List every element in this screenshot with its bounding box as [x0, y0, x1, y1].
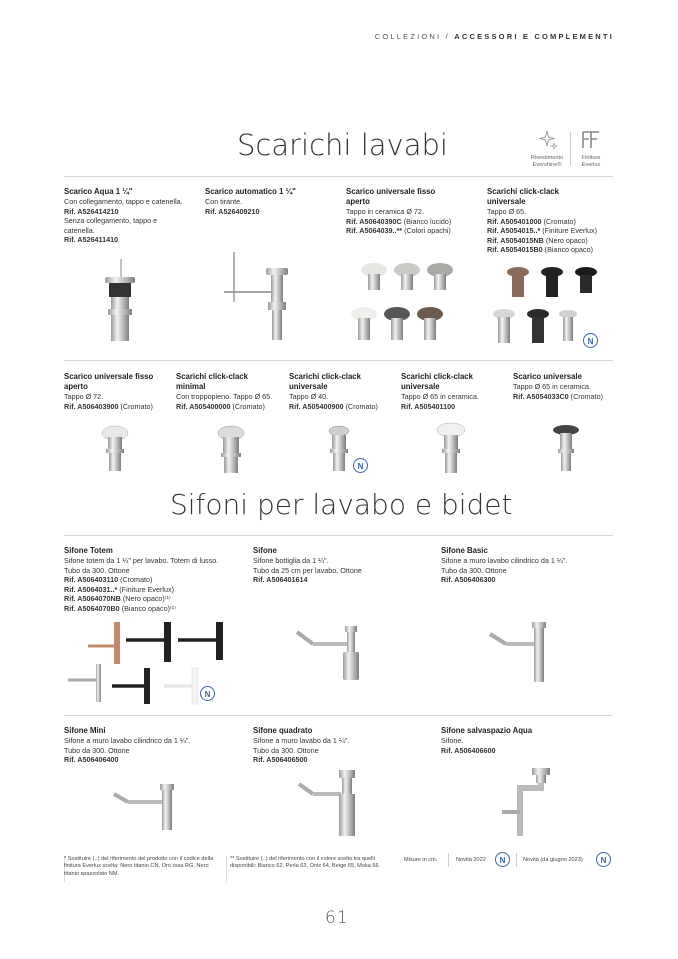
novita-2022-label: Novità 2022: [456, 857, 486, 863]
product-title: Sifone Basic: [441, 546, 488, 555]
section-rule: [64, 176, 613, 177]
product-ref: Rif. A505401100: [401, 401, 456, 411]
product-ref: Rif. A506406600: [441, 745, 496, 755]
legend-divider: [570, 132, 571, 166]
product-line: Sifone bottiglia da 1 ¼".: [253, 556, 329, 565]
product-universale-fisso-aperto: [64, 372, 172, 411]
footnote-colori: ** Sostituire (..) del riferimento con il colore scelto tra quelli disponibili: Bianco 62, Perla 63, Onix 64, Beige 65, Moka 66.: [230, 856, 381, 870]
product-title: Sifone salvaspazio Aqua: [441, 726, 533, 735]
product-line: Tappo Ø 40.: [289, 392, 329, 401]
product-line: Tubo da 300. Ottone: [64, 565, 130, 575]
product-title: Scarichi click-clack universale: [289, 372, 361, 391]
product-title: Scarico automatico 1 ¼": [205, 187, 296, 196]
page-number: 61: [325, 908, 349, 928]
note-divider: [226, 856, 227, 882]
product-line: Sifone a muro lavabo cilindrico da 1 ¼".: [441, 556, 568, 565]
product-ref: Rif. A5054015NB: [487, 235, 544, 245]
product-finish: (Nero opaco)⁽¹⁾: [122, 594, 171, 604]
product-scarico-universale-ceramica: [513, 372, 623, 401]
product-ref: Rif. A526414210: [64, 206, 119, 216]
product-finish: (Nero opaco): [545, 235, 588, 245]
product-line: Sifone.: [441, 736, 464, 745]
product-line: Tubo da 25 cm per lavabo. Ottone: [253, 565, 362, 575]
product-finish: (Cromato): [232, 401, 265, 411]
product-click-clack-40: [289, 372, 399, 411]
product-ref: Rif. A5054015B0: [487, 245, 543, 255]
product-ref: Rif. A506401614: [253, 575, 308, 585]
note-divider: [448, 853, 449, 867]
product-ref: Rif. A5064070NB: [64, 594, 121, 604]
sifone-bottiglia-image: [293, 622, 363, 684]
fisso-aperto-image: [100, 425, 130, 473]
product-ref: Rif. A506406500: [253, 755, 308, 765]
product-title: Scarichi click-clack universale: [487, 187, 559, 206]
product-line: Tappo Ø 65 in ceramica.: [401, 392, 479, 401]
product-title: Scarichi click-clack minimal: [176, 372, 248, 391]
footnote-everlux: * Sostituire (..) del riferimento del prodotto con il codice della finitura Everlux scelta: Nero titanio CN, Oro rosa RG, Nero titanio spazzolato NM.: [64, 856, 214, 877]
product-line: Senza collegamento, tappo e catenella.: [64, 216, 158, 235]
product-title: Scarico universale fisso aperto: [346, 187, 436, 206]
legend-label: Finiture: [581, 155, 601, 161]
product-line: Tappo Ø 72.: [64, 392, 104, 401]
section-title-scarichi: Scarichi lavabi: [237, 128, 448, 162]
product-scarico-aqua: [64, 187, 194, 245]
product-ref: Rif. A5054015..*: [487, 226, 541, 236]
legend-label: Evershine®: [532, 161, 562, 168]
breadcrumb: [375, 32, 614, 41]
product-finish: (Finiture Everlux): [119, 584, 174, 594]
click-clack-minimal-image: [216, 425, 246, 475]
legend-label: Everlux: [581, 161, 601, 168]
product-finish: (Cromato): [120, 401, 153, 411]
scarico-colori-image: [350, 258, 460, 348]
novita-2022-badge: N: [495, 852, 510, 867]
product-ref: Rif. A505401000: [487, 216, 542, 226]
product-ref: Rif. A505400900: [289, 401, 344, 411]
product-title: Sifone Totem: [64, 546, 113, 555]
product-click-clack-universale: [487, 187, 617, 255]
product-click-clack-ceramica: [401, 372, 511, 411]
product-ref: Rif. A526411410: [64, 235, 119, 245]
product-sifone-mini: [64, 726, 244, 765]
plug-group: [351, 263, 453, 340]
product-ref: Rif. A506406400: [64, 755, 119, 765]
product-finish: (Cromato): [345, 401, 378, 411]
product-sifone-quadrato: [253, 726, 433, 765]
product-title: Sifone Mini: [64, 726, 106, 735]
product-ref: Rif. A50640390C: [346, 216, 402, 226]
novita-2023-badge: N: [353, 458, 368, 473]
scarico-aqua-image: [95, 255, 145, 345]
sifone-quadrato-image: [295, 768, 363, 838]
breadcrumb-separator: /: [445, 32, 450, 41]
breadcrumb-section: ACCESSORI E COMPLEMENTI: [454, 32, 614, 41]
product-line: Sifone a muro lavabo da 1 ¼".: [253, 736, 350, 745]
product-ref: Rif. A5064070B0: [64, 603, 120, 613]
product-line: Tappo Ø 65.: [487, 207, 527, 216]
product-line: Tubo da 300. Ottone: [253, 745, 319, 755]
product-line: Sifone totem da 1 ¼" per lavabo. Totem di lusso.: [64, 556, 219, 565]
click-clack-40-image: [324, 425, 354, 475]
product-click-clack-minimal: [176, 372, 286, 411]
click-clack-ceramica-image: [435, 422, 467, 476]
product-title: Scarico universale fisso aperto: [64, 372, 154, 391]
product-title: Scarico universale: [513, 372, 582, 381]
product-sifone-totem: [64, 546, 244, 614]
product-ref: Rif. A506406300: [441, 575, 496, 585]
product-line: Con collegamento, tappo e catenella.: [64, 197, 183, 206]
novita-2023-badge: N: [596, 852, 611, 867]
product-line: Tubo da 300. Ottone: [441, 565, 507, 575]
product-title: Sifone: [253, 546, 277, 555]
product-finish: (Cromato): [120, 575, 153, 585]
sifone-salvaspazio-image: [498, 766, 554, 838]
product-finish: (Finiture Everlux): [542, 226, 597, 236]
product-line: Sifone a muro lavabo cilindrico da 1 ¼".: [64, 736, 191, 745]
section-rule: [64, 715, 613, 716]
product-title: Scarichi click-clack universale: [401, 372, 473, 391]
product-scarico-universale-fisso: [346, 187, 478, 236]
product-sifone-bottiglia: [253, 546, 433, 585]
product-finish: (Cromato): [543, 216, 576, 226]
product-line: Tubo da 300. Ottone: [64, 745, 130, 755]
ff-finish-icon: [579, 130, 603, 150]
product-title: Scarico Aqua 1 ¼": [64, 187, 133, 196]
product-ref: Rif. A526409210: [205, 206, 260, 216]
section-rule: [64, 535, 613, 536]
legend-evershine: [527, 130, 567, 168]
section-rule: [64, 360, 613, 361]
legend-label: Rivestimento: [530, 155, 564, 161]
novita-2023-badge: N: [583, 333, 598, 348]
product-finish: (Bianco opaco)⁽¹⁾: [121, 603, 176, 613]
product-line: Con troppopieno. Tappo Ø 65.: [176, 392, 273, 401]
product-finish: (Bianco lucido): [403, 216, 452, 226]
product-line: Con tirante.: [205, 197, 243, 206]
sifone-mini-image: [110, 780, 176, 834]
product-finish: (Cromato): [570, 391, 604, 401]
scarico-universale-ceramica-image: [551, 424, 581, 474]
product-ref: Rif. A506403900: [64, 401, 119, 411]
product-finish: (Colori opachi): [404, 226, 451, 236]
product-sifone-basic: [441, 546, 616, 585]
scarico-automatico-image: [222, 250, 292, 342]
sifone-basic-image: [486, 620, 548, 684]
section-title-sifoni: Sifoni per lavabo e bidet: [170, 488, 513, 521]
units-note: Misure in cm.: [404, 857, 438, 863]
note-divider: [516, 853, 517, 867]
product-ref: Rif. A5054033C0: [513, 391, 569, 401]
product-sifone-salvaspazio: [441, 726, 616, 755]
breadcrumb-collezioni: COLLEZIONI: [374, 32, 442, 41]
product-ref: Rif. A505400000: [176, 401, 231, 411]
product-finish: (Bianco opaco): [544, 245, 594, 255]
product-line: Tappo in ceramica Ø 72.: [346, 207, 424, 216]
novita-2023-label: Novità (da giugno 2023): [523, 857, 583, 863]
product-scarico-automatico: [205, 187, 335, 216]
product-ref: Rif. A506403110: [64, 575, 119, 585]
product-line: Tappo Ø 65 in ceramica.: [513, 382, 591, 391]
product-title: Sifone quadrato: [253, 726, 313, 735]
legend-everlux: [574, 130, 608, 168]
novita-2023-badge: N: [200, 686, 215, 701]
sparkle-icon: [536, 130, 558, 150]
product-ref: Rif. A5064039..**: [346, 226, 403, 236]
product-ref: Rif. A5064031..*: [64, 584, 118, 594]
